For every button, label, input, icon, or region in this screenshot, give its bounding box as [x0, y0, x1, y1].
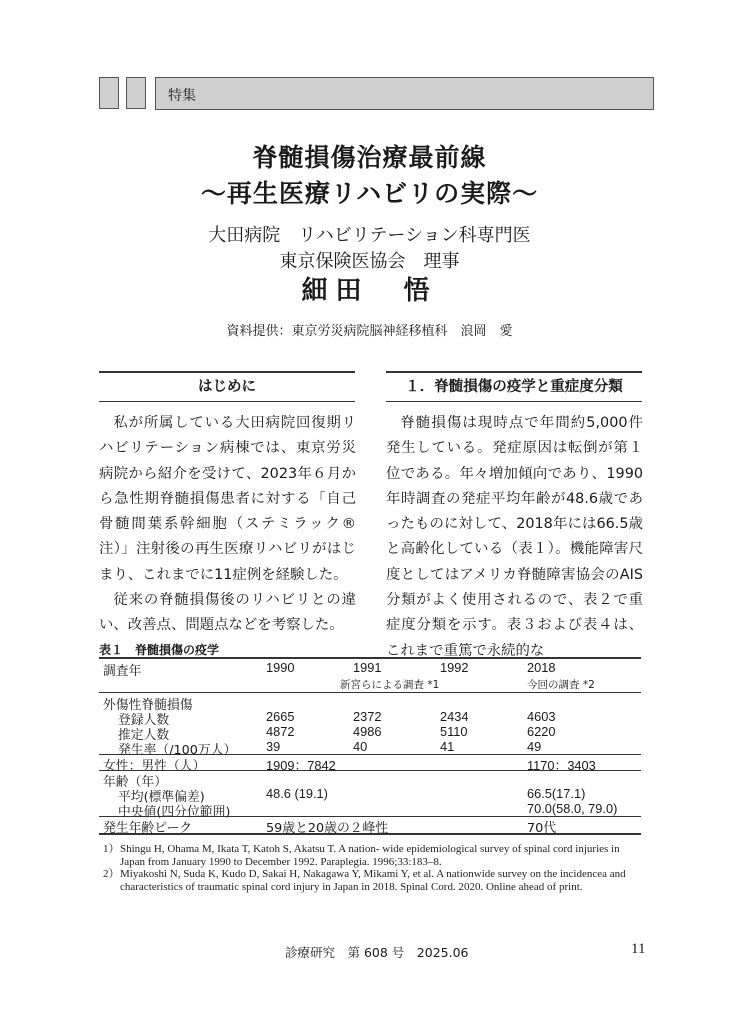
table-cell-registered-1992: 2434 — [440, 709, 469, 724]
article-title: 脊髄損傷治療最前線 — [252, 143, 487, 172]
table-cell-registered-1991: 2372 — [353, 709, 382, 724]
article-subtitle: 〜再生医療リハビリの実際〜 — [200, 179, 539, 208]
table-section-age: 年齢（年） — [103, 775, 167, 790]
section-heading-intro: はじめに — [99, 371, 355, 402]
table-subheader-right: 今回の調査 *2 — [527, 679, 595, 691]
table-cell-peak-old: 59歳と20歳の２峰性 — [266, 821, 389, 836]
table-header-2018: 2018 — [527, 660, 556, 675]
table-cell-median-new: 70.0(58.0, 79.0) — [527, 801, 618, 816]
author-affiliation-2: 東京保険医協会 理事 — [279, 251, 460, 272]
table-cell-estimated-2018: 6220 — [527, 724, 556, 739]
reference-list — [103, 843, 643, 893]
intro-paragraph-1: 私が所属している大田病院回復期リハビリテーション病棟では、東京労災病院から紹介を受けて、2023年６月から急性期脊髄損傷患者に対する「自己骨髄間葉系幹細胞（ステミラック®注）」注射後の再生医療リハビリがはじまり、これまでに11症例を経験した。 — [99, 415, 356, 583]
material-credit: 資料提供：東京労災病院脳神経移植科 浪岡 愛 — [226, 324, 513, 339]
table-header-label: 調査年 — [103, 664, 142, 679]
table-subheader-left: 新宮らによる調査 *1 — [340, 679, 440, 691]
footer-journal: 診療研究 第 608 号 2025.06 — [285, 945, 469, 960]
table-row-registered-label: 登録人数 — [118, 713, 170, 728]
table-cell-sex-new: 1170：3403 — [527, 758, 596, 773]
epidemiology-body — [386, 411, 643, 664]
table-caption: 表１ 脊髄損傷の疫学 — [99, 643, 220, 657]
reference-item — [103, 843, 643, 868]
reference-text: Shingu H, Ohama M, Ikata T, Katoh S, Akatsu T. A nation- wide epidemiological survey of spinal cord injuries in Japan from January 1990 to December 1992. Paraplegia. 1996;33:183–8. — [120, 843, 620, 868]
reference-item — [103, 868, 643, 893]
table-cell-registered-1990: 2665 — [266, 709, 295, 724]
intro-paragraph-2: 従来の脊髄損傷後のリハビリとの違い、改善点、問題点などを考察した。 — [99, 592, 356, 634]
table-cell-incidence-1991: 40 — [353, 739, 368, 754]
table-cell-incidence-2018: 49 — [527, 739, 542, 754]
table-bottom-rule — [99, 833, 641, 835]
author-affiliation-1: 大田病院 リハビリテーション科専門医 — [208, 225, 531, 246]
reference-number: 1） — [103, 843, 120, 855]
epidemiology-paragraph-1: 脊髄損傷は現時点で年間約5,000件発生している。発症原因は転倒が第１位である。年々増加傾向であり、1990年時調査の発症平均年齢が48.6歳であったものに対して、2018年には66.5歳と高齢化している（表１）。機能障害尺度としてはアメリカ脊髄障害協会のAIS分類がよく使用されるので、表２で重症度分類を示す。表３および表４は、これまで重篤で永続的な — [386, 415, 643, 659]
table-cell-registered-2018: 4603 — [527, 709, 556, 724]
table-cell-incidence-1992: 41 — [440, 739, 455, 754]
table-header-1990: 1990 — [266, 660, 295, 675]
table-cell-mean-old: 48.6 (19.1) — [266, 786, 328, 801]
table-row-median-label: 中央値(四分位範囲) — [118, 805, 231, 820]
table-header-rule — [99, 692, 641, 693]
decor-square-2 — [126, 77, 146, 109]
intro-body — [99, 411, 356, 639]
table-top-rule — [99, 657, 641, 659]
table-row-peak-label: 発生年齢ピーク — [103, 821, 193, 836]
table-cell-incidence-1990: 39 — [266, 739, 281, 754]
table-cell-peak-new: 70代 — [527, 821, 557, 836]
table-header-1991: 1991 — [353, 660, 382, 675]
table-cell-mean-new: 66.5(17.1) — [527, 786, 586, 801]
table-cell-estimated-1991: 4986 — [353, 724, 382, 739]
table-header-1992: 1992 — [440, 660, 469, 675]
page-number: 11 — [631, 941, 646, 957]
author-name: 細田 悟 — [301, 276, 438, 306]
table-cell-estimated-1990: 4872 — [266, 724, 295, 739]
decor-square-1 — [99, 77, 119, 109]
table-rule-3 — [99, 770, 641, 771]
reference-number: 2） — [103, 868, 120, 881]
table-row-mean-label: 平均(標準偏差) — [118, 790, 205, 805]
banner-label: 特集 — [168, 88, 196, 104]
reference-text: Miyakoshi N, Suda K, Kudo D, Sakai H, Nakagawa Y, Mikami Y, et al. A nationwide survey on the incidencea and characteristics of traumatic spinal cord injury in Japan in 2018. Spinal Cord. 2020. Online ahead of print. — [120, 868, 626, 893]
table-section-injury: 外傷性脊髄損傷 — [103, 698, 193, 713]
table-row-sex-label: 女性：男性（人） — [103, 759, 206, 774]
feature-banner — [155, 77, 654, 110]
section-heading-epidemiology: １．脊髄損傷の疫学と重症度分類 — [386, 371, 642, 402]
table-cell-sex-old: 1909：7842 — [266, 758, 336, 773]
table-row-incidence-label: 発生率（/100万人） — [118, 743, 237, 758]
table-row-estimated-label: 推定人数 — [118, 728, 170, 743]
table-cell-estimated-1992: 5110 — [440, 724, 468, 739]
